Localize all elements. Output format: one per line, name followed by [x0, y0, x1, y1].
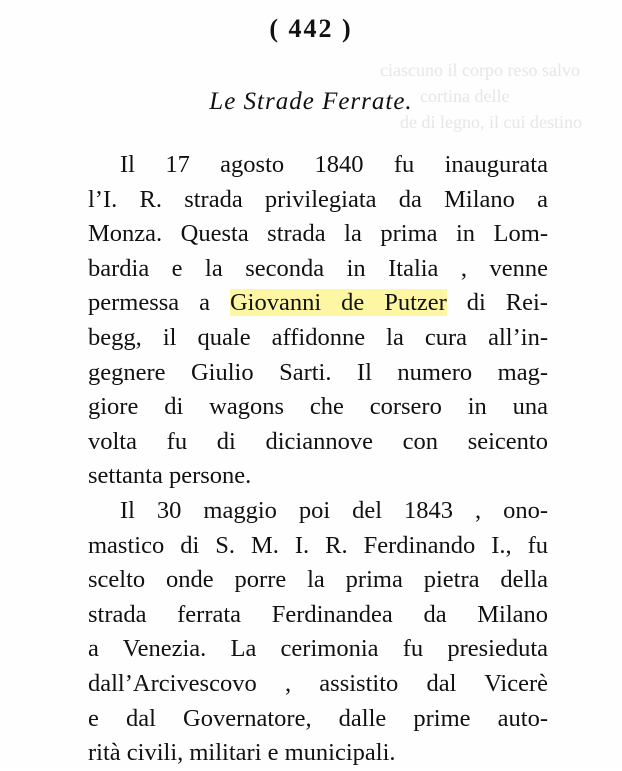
text-line: scelto onde porre la prima pietra della — [88, 566, 548, 594]
section-title: Le Strade Ferrate. — [209, 88, 413, 115]
text-line: a Venezia. La cerimonia fu presieduta — [88, 635, 548, 663]
text-line: gegnere Giulio Sarti. Il numero mag- — [88, 358, 548, 386]
text-fragment: permessa a — [88, 289, 230, 317]
text-line: bardia e la seconda in Italia , venne — [88, 254, 548, 282]
text-line: begg, il quale affidonne la cura all’in- — [88, 323, 548, 351]
page-number: ( 442 ) — [269, 14, 353, 43]
text-line: settanta persone. — [88, 462, 252, 490]
text-line: Monza. Questa strada la prima in Lom- — [88, 220, 548, 248]
text-line: Il 17 agosto 1840 fu inaugurata — [120, 151, 548, 178]
text-line: giore di wagons che corsero in una — [88, 393, 548, 421]
text-line: mastico di S. M. I. R. Ferdinando I., fu — [88, 531, 548, 559]
text-line: volta fu di diciannove con seicento — [88, 427, 548, 455]
text-line: e dal Governatore, dalle prime auto- — [88, 704, 548, 732]
text-line-with-highlight — [88, 286, 548, 321]
text-fragment: di Rei- — [446, 289, 548, 317]
text-line: dall’Arcivescovo , assistito dal Vicerè — [88, 669, 548, 697]
body-text — [88, 148, 548, 771]
bleed-through-text: cortina delle — [420, 86, 510, 106]
bleed-through-text: ciascuno il corpo reso salvo — [380, 60, 580, 80]
highlighted-name[interactable]: Giovanni de Putzer — [229, 289, 447, 317]
text-line: strada ferrata Ferdinandea da Milano — [88, 600, 548, 628]
text-line: Il 30 maggio poi del 1843 , ono- — [120, 496, 548, 524]
text-line: rità civili, militari e municipali. — [88, 739, 396, 767]
text-line: l’I. R. strada privilegiata da Milano a — [88, 185, 548, 213]
bleed-through-text: de di legno, il cui destino — [400, 112, 582, 132]
